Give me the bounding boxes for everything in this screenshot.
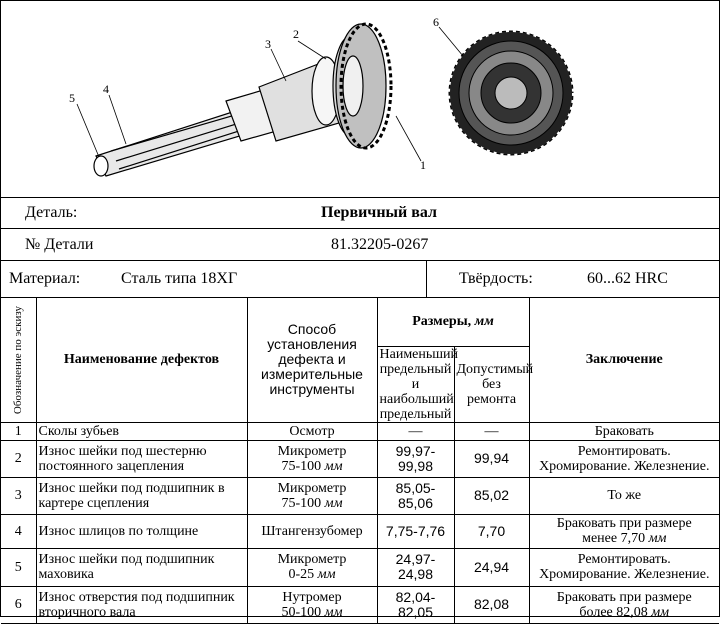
row-method <box>247 514 377 548</box>
row-number: 3 <box>1 477 36 514</box>
row-conclusion-main: Браковать при размере <box>556 516 692 531</box>
header-sizes-allowed: Допустимый без ремонта <box>454 346 529 422</box>
row-number: 5 <box>1 548 36 586</box>
callout-6: 6 <box>433 15 439 29</box>
part-label: Деталь: <box>25 203 78 221</box>
row-method-name: Нутромер <box>282 589 342 605</box>
row-allowed: 85,02 <box>454 477 529 514</box>
table-row <box>1 586 719 623</box>
callout-1: 1 <box>420 158 426 172</box>
row-conclusion-main: Ремонтировать. <box>577 552 671 567</box>
header-sizes-label: Размеры, <box>412 314 472 330</box>
number-label: № Детали <box>25 235 94 253</box>
row-allowed: 82,08 <box>454 586 529 623</box>
row-method-range: 75-100 <box>281 495 322 511</box>
row-defect: Износ шейки под шестерню постоянного зацепления <box>36 440 247 477</box>
row-method <box>247 440 377 477</box>
row-allowed: 7,70 <box>454 514 529 548</box>
shaft-illustration <box>1 1 719 197</box>
row-limit: — <box>377 422 454 440</box>
row-allowed: 24,94 <box>454 548 529 586</box>
row-conclusion <box>529 440 719 477</box>
part-name: Первичный вал <box>321 203 438 221</box>
row-limit: 85,05-85,06 <box>377 477 454 514</box>
table-header-row <box>1 298 719 346</box>
row-defect: Износ шейки под подшипник в картере сцепления <box>36 477 247 514</box>
table-row <box>1 514 719 548</box>
row-conclusion-detail: менее 7,70 <box>582 531 646 546</box>
row-conclusion-unit: мм <box>651 604 670 620</box>
row-method-name: Микрометр <box>277 443 347 459</box>
row-limit: 99,97-99,98 <box>377 440 454 477</box>
header-method: Способ установления дефекта и измерительные инструменты <box>247 298 377 422</box>
row-method <box>247 477 377 514</box>
row-method-unit: мм <box>324 604 343 620</box>
header-sizes <box>377 298 529 346</box>
row-conclusion-main: Браковать при размере <box>556 589 692 605</box>
row-number: 1 <box>1 422 36 440</box>
callout-3: 3 <box>265 37 271 51</box>
callout-5: 5 <box>69 91 75 105</box>
row-conclusion-main: Ремонтировать. <box>577 443 671 459</box>
row-allowed: — <box>454 422 529 440</box>
material-label: Материал: <box>9 270 81 287</box>
row-defect: Сколы зубьев <box>36 422 247 440</box>
row-method-name: Осмотр <box>289 423 335 439</box>
row-limit: 7,75-7,76 <box>377 514 454 548</box>
defects-table <box>1 298 719 624</box>
row-method-range: 0-25 <box>288 567 315 582</box>
hardness-label: Твёрдость: <box>459 270 533 287</box>
row-method-range: 50-100 <box>281 604 322 620</box>
hardness-value: 60...62 HRC <box>587 270 668 287</box>
row-method <box>247 586 377 623</box>
row-number: 4 <box>1 514 36 548</box>
row-method-name: Микрометр <box>277 552 347 567</box>
row-conclusion <box>529 548 719 586</box>
row-divider <box>426 261 427 297</box>
row-method-unit: мм <box>317 567 336 582</box>
material-row <box>1 261 719 298</box>
row-method-name: Штангензубомер <box>261 523 363 539</box>
row-method-unit: мм <box>324 458 343 474</box>
header-designation: Обозначение по эскизу <box>12 305 25 414</box>
number-value: 81.32205-0267 <box>331 235 429 253</box>
part-row <box>1 197 719 229</box>
row-method <box>247 548 377 586</box>
header-sizes-unit: мм <box>474 314 494 330</box>
table-row <box>1 440 719 477</box>
row-conclusion <box>529 514 719 548</box>
row-number: 6 <box>1 586 36 623</box>
table-row <box>1 548 719 586</box>
row-defect: Износ шейки под подшипник маховика <box>36 548 247 586</box>
row-conclusion-detail: Хромирование. Железнение. <box>539 567 710 582</box>
table-row <box>1 477 719 514</box>
row-conclusion <box>529 586 719 623</box>
callout-4: 4 <box>103 82 109 96</box>
row-defect: Износ отверстия под подшипник вторичного вала <box>36 586 247 623</box>
material-value: Сталь типа 18ХГ <box>121 270 238 287</box>
row-defect: Износ шлицов по толщине <box>36 514 247 548</box>
row-limit: 82,04-82,05 <box>377 586 454 623</box>
row-conclusion-unit: мм <box>648 531 667 546</box>
header-conclusion: Заключение <box>529 298 719 422</box>
callout-2: 2 <box>293 27 299 41</box>
row-limit: 24,97-24,98 <box>377 548 454 586</box>
header-sizes-limit: Наименьший предельный и наибольший предельный <box>377 346 454 422</box>
number-row <box>1 229 719 261</box>
table-row <box>1 422 719 440</box>
row-method-range: 75-100 <box>281 458 322 474</box>
row-allowed: 99,94 <box>454 440 529 477</box>
row-conclusion: То же <box>529 477 719 514</box>
row-method-unit: мм <box>324 495 343 511</box>
row-conclusion: Браковать <box>529 422 719 440</box>
row-method <box>247 422 377 440</box>
header-designation-cell <box>1 298 36 422</box>
row-method-name: Микрометр <box>277 480 347 496</box>
row-conclusion-detail: более 82,08 <box>579 604 648 620</box>
header-defect-name: Наименование дефектов <box>36 298 247 422</box>
row-number: 2 <box>1 440 36 477</box>
row-conclusion-detail: Хромирование. Железнение. <box>539 458 710 474</box>
shaft-drawing <box>1 1 719 198</box>
